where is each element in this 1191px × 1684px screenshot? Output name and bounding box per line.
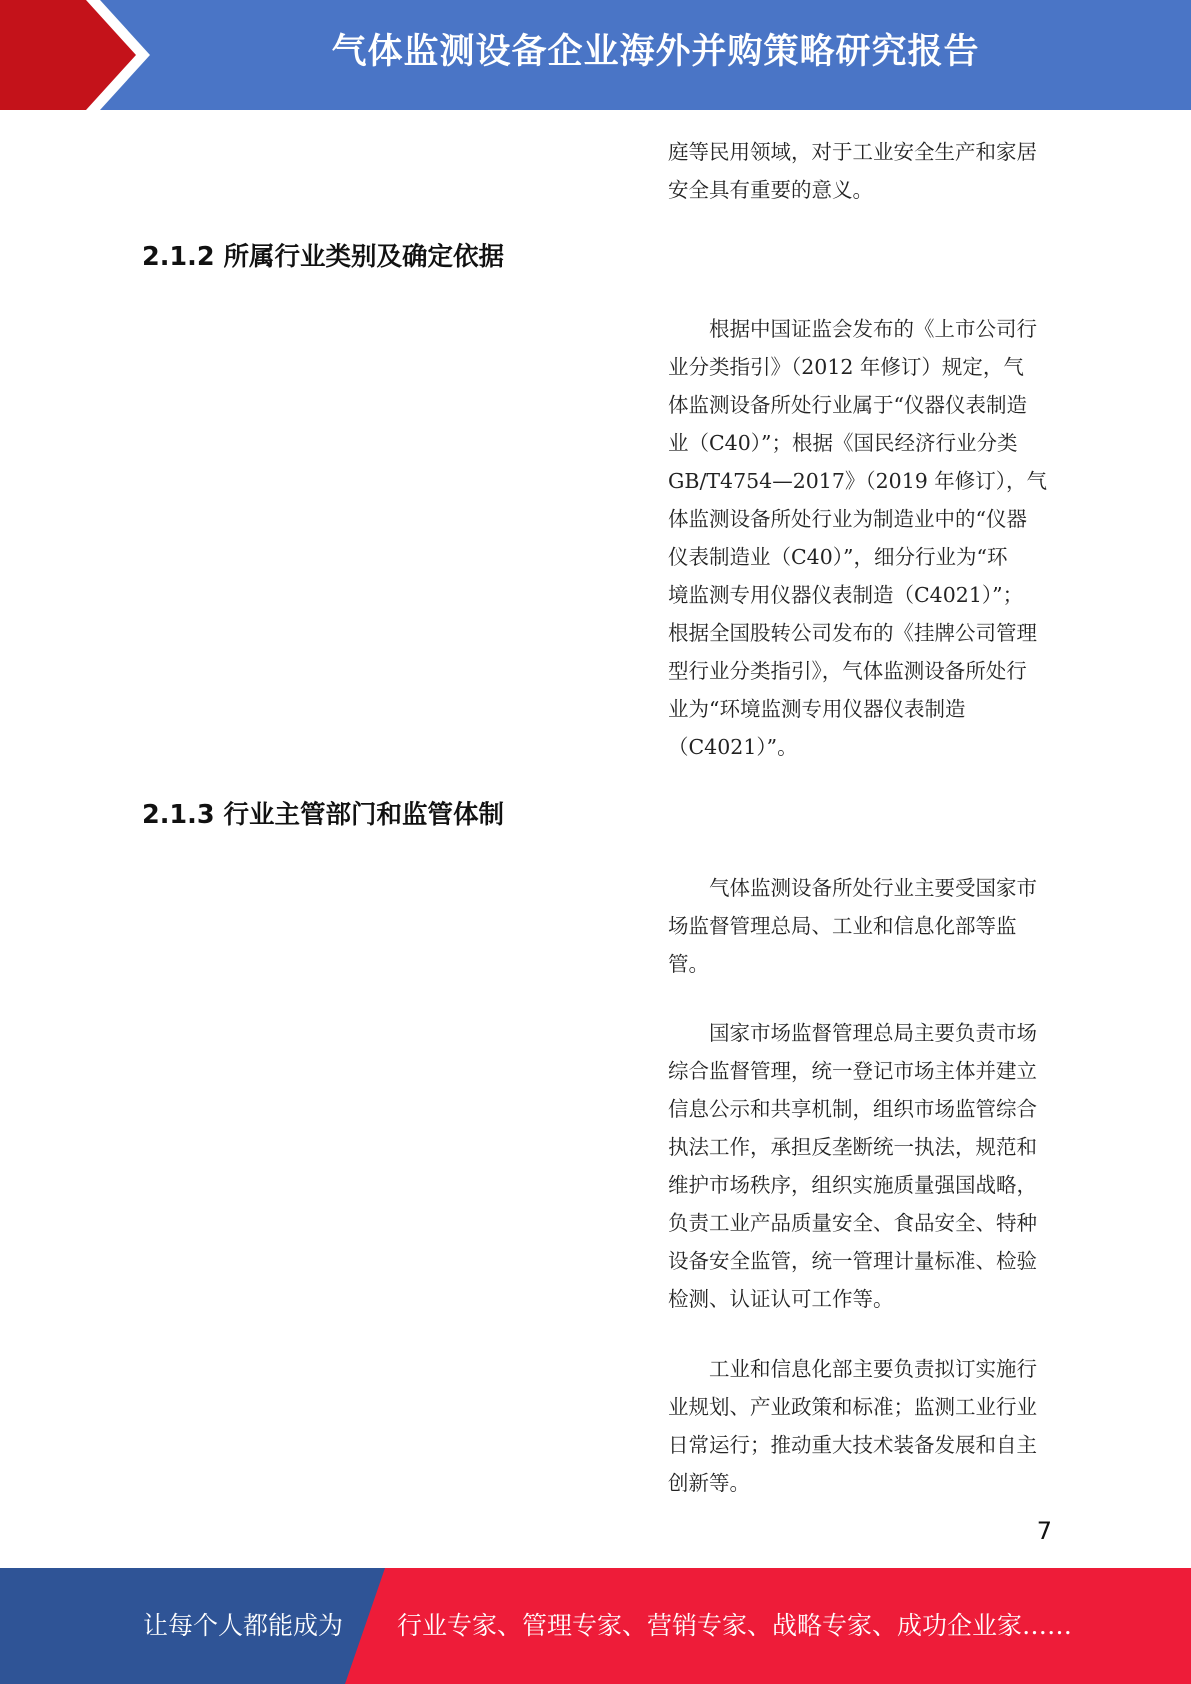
text-line: GB/T4754—2017》（2019 年修订），气 [668,469,1048,493]
section-2-1-3-paragraph-2 [668,1014,1048,1318]
text-line: 日常运行；推动重大技术装备发展和自主 [668,1433,1037,1457]
text-line: 气体监测设备所处行业主要受国家市 [668,876,1037,900]
section-2-1-3-paragraph-3 [668,1350,1048,1502]
text-line: 仪表制造业（C40）”，细分行业为“环 [668,545,1008,569]
text-line: 型行业分类指引》，气体监测设备所处行 [668,659,1027,683]
section-heading-2-1-3: 2.1.3 行业主管部门和监管体制 [142,800,504,830]
text-line: 根据全国股转公司发布的《挂牌公司管理 [668,621,1037,645]
text-line: 安全具有重要的意义。 [668,178,873,202]
text-line: 管。 [668,952,709,976]
text-line: 检测、认证认可工作等。 [668,1287,894,1311]
text-line: 体监测设备所处行业属于“仪器仪表制造 [668,393,1027,417]
text-line: 综合监督管理，统一登记市场主体并建立 [668,1059,1037,1083]
text-line: 境监测专用仪器仪表制造（C4021）”； [668,583,1024,607]
text-line: 业（C40）”；根据《国民经济行业分类 [668,431,1018,455]
footer-slogan-left: 让每个人都能成为 [143,1611,344,1640]
text-line: 维护市场秩序，组织实施质量强国战略， [668,1173,1037,1197]
text-line: 业分类指引》（2012 年修订）规定，气 [668,355,1024,379]
text-line: 业为“环境监测专用仪器仪表制造 [668,697,966,721]
text-line: （C4021）”。 [668,735,798,759]
text-line: 创新等。 [668,1471,750,1495]
footer-slogan-right: 行业专家、管理专家、营销专家、战略专家、成功企业家…… [397,1611,1073,1640]
page-footer-band [0,1568,1191,1684]
section-2-1-2-paragraph [668,310,1048,766]
text-line: 场监督管理总局、工业和信息化部等监 [668,914,1017,938]
text-line: 负责工业产品质量安全、食品安全、特种 [668,1211,1037,1235]
text-line: 业规划、产业政策和标准；监测工业行业 [668,1395,1037,1419]
page-header-band [0,0,1191,110]
text-line: 设备安全监管，统一管理计量标准、检验 [668,1249,1037,1273]
text-line: 执法工作，承担反垄断统一执法，规范和 [668,1135,1037,1159]
page-number: 7 [1036,1517,1052,1545]
text-line: 体监测设备所处行业为制造业中的“仪器 [668,507,1027,531]
text-line: 国家市场监督管理总局主要负责市场 [668,1021,1037,1045]
text-line: 庭等民用领域，对于工业安全生产和家居 [668,140,1037,164]
text-line: 信息公示和共享机制，组织市场监管综合 [668,1097,1037,1121]
section-heading-2-1-2: 2.1.2 所属行业类别及确定依据 [142,242,504,272]
header-arrow-icon [0,0,160,110]
intro-paragraph [668,133,1048,209]
section-2-1-3-paragraph-1 [668,869,1048,983]
text-line: 工业和信息化部主要负责拟订实施行 [668,1357,1037,1381]
report-title: 气体监测设备企业海外并购策略研究报告 [331,32,980,72]
text-line: 根据中国证监会发布的《上市公司行 [668,317,1037,341]
